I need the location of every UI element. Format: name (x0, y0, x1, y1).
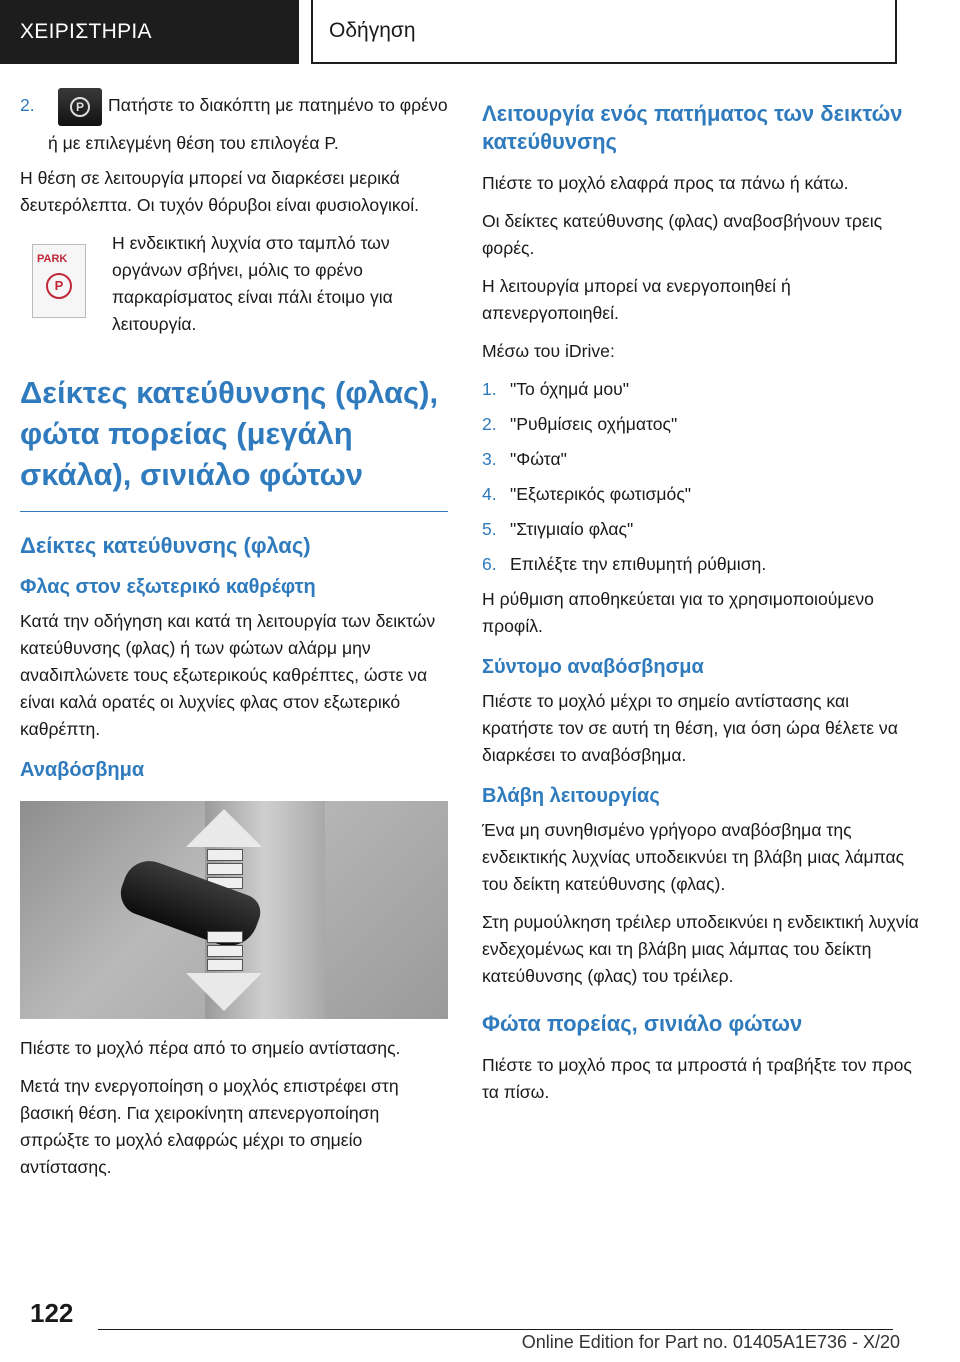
edition-text: Online Edition for Part no. 01405A1E736 - X/20 (521, 1332, 900, 1352)
park-warning-icon (32, 244, 86, 318)
list-item (482, 516, 922, 543)
heading: Αναβόσβημα (20, 759, 145, 781)
note-text: Η ενδεικτική λυχνία στο ταμπλό των οργάνων σβήνει, μόλις το φρένο παρκαρίσματος είναι πάλι έτοιμο για λειτουργία. (112, 233, 393, 334)
list-number: 4. (482, 484, 497, 504)
list-text: "Φώτα" (510, 449, 567, 469)
list-item (482, 376, 922, 403)
list-text: "Εξωτερικός φωτισμός" (510, 484, 692, 504)
arrow-up-icon (186, 809, 262, 847)
list-number: 6. (482, 554, 497, 574)
paragraph: Ένα μη συνηθισμένο γρήγορο αναβόσβημα της ενδεικτικής λυχνίας υποδεικνύει τη βλάβη μιας λάμπας του δείκτη κατεύθυνσης (φλας). (482, 820, 905, 894)
list-text: "Στιγμιαίο φλας" (510, 519, 634, 539)
paragraph: Πιέστε το μοχλό μέχρι το σημείο αντίστασης και κρατήστε τον σε αυτή τη θέση, για όση ώρα θέλετε να διαρκέσει το αναβόσβημα. (482, 691, 898, 765)
paragraph: Η λειτουργία μπορεί να ενεργοποιηθεί ή απενεργοποιηθεί. (482, 276, 791, 323)
list-text: Επιλέξτε την επιθυμητή ρύθμιση. (510, 554, 767, 574)
paragraph: Στη ρυμούλκηση τρέιλερ υποδεικνύει η ενδεικτική λυχνία ενδεχομένως και τη βλάβη μιας λάμπας του δείκτη κατεύθυνσης (φλας) του τρέιλερ. (482, 912, 919, 986)
paragraph: Πιέστε το μοχλό προς τα μπροστά ή τραβήξτε τον προς τα πίσω. (482, 1055, 912, 1102)
page-number: 122 (30, 1298, 74, 1328)
section-title: Δείκτες κατεύθυνσης (φλας), φώτα πορείας (μεγάλη σκάλα), σινιάλο φώτων (20, 372, 448, 512)
arrow-segment (207, 959, 243, 971)
topic-header: Οδήγηση (311, 0, 897, 64)
list-item (482, 446, 922, 473)
left-column (20, 92, 448, 1192)
arrow-segment (207, 945, 243, 957)
paragraph: Η ρύθμιση αποθηκεύεται για το χρησιμοποιούμενο προφίλ. (482, 589, 874, 636)
paragraph: Πιέστε το μοχλό ελαφρά προς τα πάνω ή κάτω. (482, 173, 849, 193)
parking-brake-button-icon: P (58, 88, 102, 126)
paragraph: Κατά την οδήγηση και κατά τη λειτουργία των δεικτών κατεύθυνσης (φλας) ή των φώτων αλάρμ μην αναδιπλώνετε τους εξωτερικούς καθρέπτες, ώστε να είναι καλά ορατές οι λυχνίες φλας στον εξωτερικό καθρέπτη. (20, 611, 436, 739)
paragraph: Οι δείκτες κατεύθυνσης (φλας) αναβοσβήνουν τρεις φορές. (482, 211, 883, 258)
right-column (482, 100, 922, 1117)
list-text (48, 92, 448, 157)
subsection-title: Δείκτες κατεύθυνσης (φλας) (20, 533, 311, 558)
subsection-title: Φώτα πορείας, σινιάλο φώτων (482, 1011, 803, 1036)
arrow-segment (207, 931, 243, 943)
park-icon-label: PARK (37, 253, 68, 265)
heading: Φλας στον εξωτερικό καθρέφτη (20, 576, 316, 598)
note-block (20, 230, 448, 338)
paragraph: Πιέστε το μοχλό πέρα από το σημείο αντίστασης. (20, 1038, 401, 1058)
list-number: 2. (20, 95, 35, 115)
list-number: 2. (482, 414, 497, 434)
list-number: 3. (482, 449, 497, 469)
list-number: 1. (482, 379, 497, 399)
heading: Βλάβη λειτουργίας (482, 785, 660, 807)
list-item (482, 481, 922, 508)
list-item (20, 92, 448, 157)
paragraph: Μέσω του iDrive: (482, 341, 615, 361)
heading: Σύντομο αναβόσβησμα (482, 656, 704, 678)
arrow-segment (207, 849, 243, 861)
heading: Λειτουργία ενός πατήματος των δεικτών κατεύθυνσης (482, 101, 903, 154)
turn-signal-stalk-illustration (20, 801, 448, 1019)
park-icon-glyph: P (46, 273, 72, 299)
list-item (482, 551, 922, 578)
step-text: Πατήστε το διακόπτη με πατημένο το φρένο ή με επιλεγμένη θέση του επιλογέα P. (48, 95, 448, 153)
footer-divider (98, 1329, 893, 1330)
section-header: ΧΕΙΡΙΣΤΗΡΙΑ (0, 0, 299, 64)
list-text: "Ρυθμίσεις οχήματος" (510, 414, 678, 434)
arrow-down-icon (186, 973, 262, 1011)
list-item (482, 411, 922, 438)
list-text: "Το όχημά μου" (510, 379, 630, 399)
arrow-segment (207, 863, 243, 875)
list-number: 5. (482, 519, 497, 539)
paragraph: Μετά την ενεργοποίηση ο μοχλός επιστρέφει στη βασική θέση. Για χειροκίνητη απενεργοποίηση σπρώξτε το μοχλό ελαφρώς μέχρι το σημείο αντίστασης. (20, 1076, 399, 1177)
paragraph: Η θέση σε λειτουργία μπορεί να διαρκέσει μερικά δευτερόλεπτα. Οι τυχόν θόρυβοι είναι φυσιολογικοί. (20, 168, 420, 215)
